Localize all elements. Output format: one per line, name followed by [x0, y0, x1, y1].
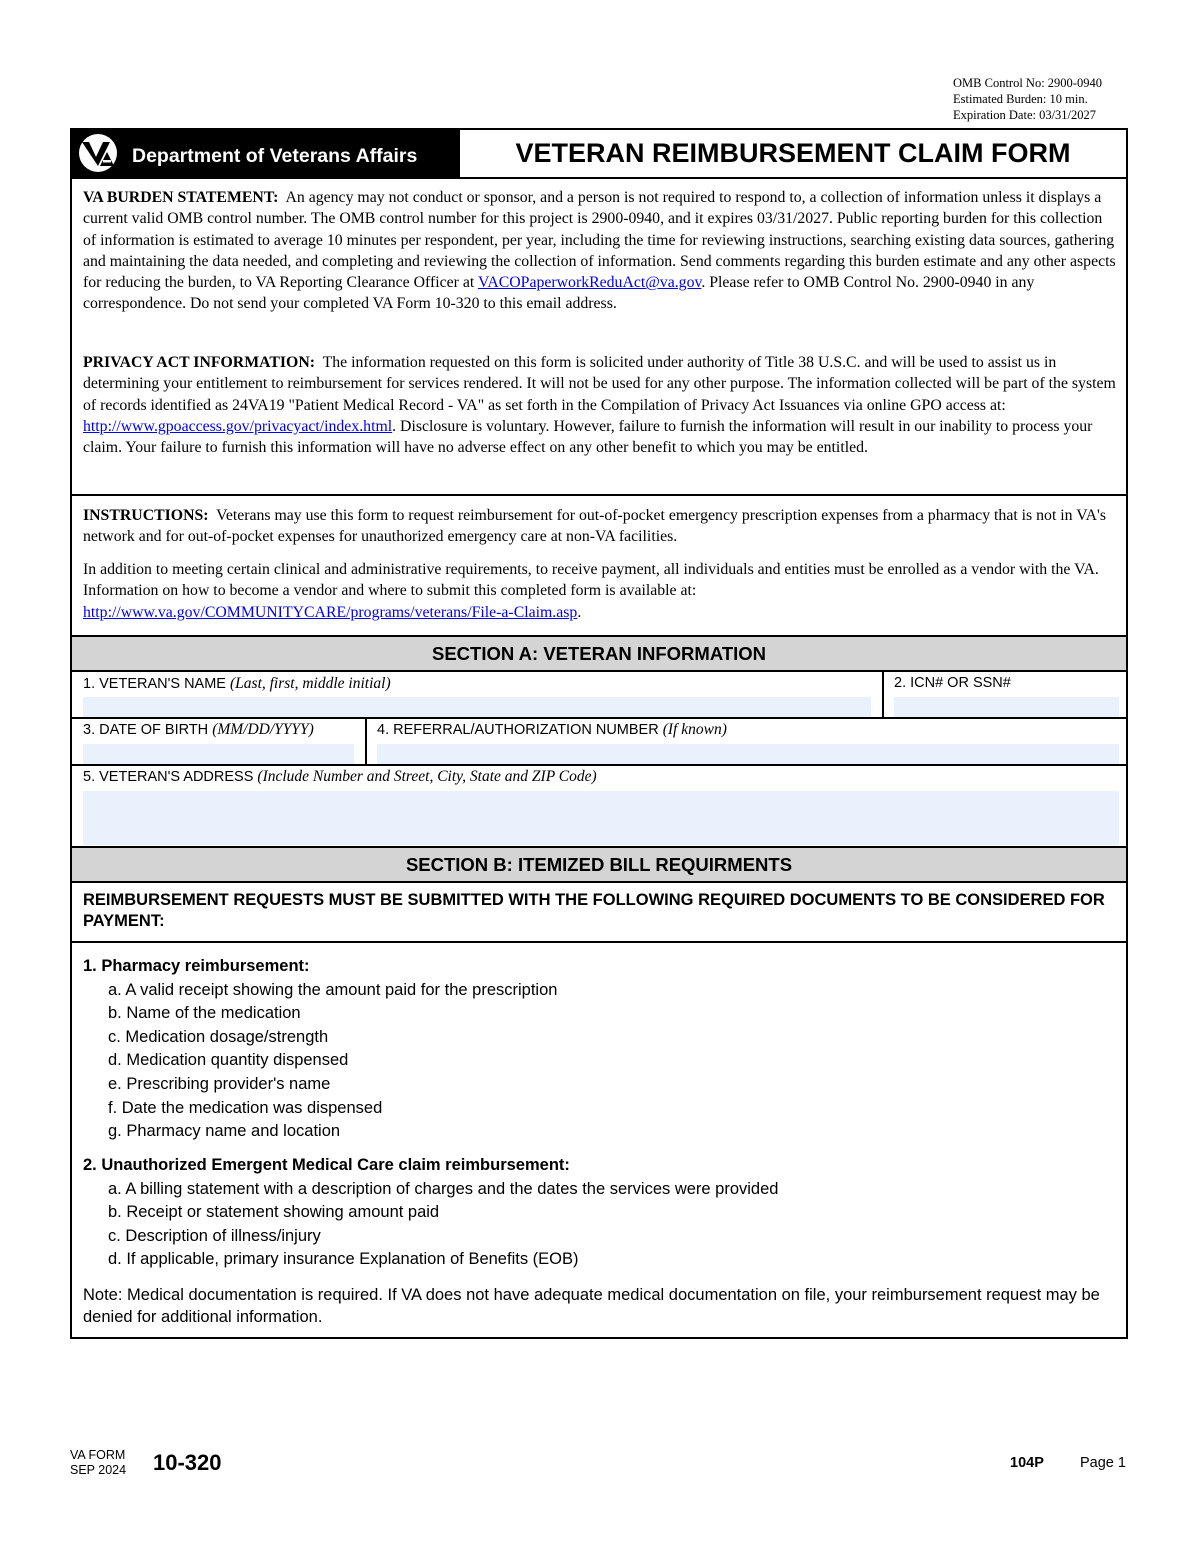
icn-ssn-label: 2. ICN# OR SSN# [894, 675, 1011, 691]
list-item: c. Description of illness/injury [108, 1226, 321, 1245]
section-b-header: SECTION B: ITEMIZED BILL REQUIRMENTS [72, 848, 1126, 881]
list-item: d. If applicable, primary insurance Explanation of Benefits (EOB) [108, 1250, 579, 1269]
referral-label-text: 4. REFERRAL/AUTHORIZATION NUMBER [377, 722, 663, 738]
veteran-name-label-text: 1. VETERAN'S NAME [83, 676, 230, 692]
estimated-burden: Estimated Burden: 10 min. [953, 92, 1088, 106]
veteran-name-label [83, 675, 391, 693]
list-item: g. Pharmacy name and location [108, 1122, 341, 1141]
divider [72, 881, 1126, 883]
va-logo [72, 130, 460, 177]
dob-label [83, 721, 314, 739]
list-item: a. A valid receipt showing the amount paid for the prescription [108, 980, 558, 999]
link-suffix: . [577, 603, 582, 621]
veteran-name-hint: (Last, first, middle initial) [230, 675, 391, 692]
pharmacy-heading: 1. Pharmacy reimbursement: [83, 957, 310, 975]
dob-hint: (MM/DD/YYYY) [212, 721, 314, 738]
veteran-name-input[interactable] [83, 697, 871, 717]
medical-heading: 2. Unauthorized Emergent Medical Care claim reimbursement: [83, 1156, 570, 1174]
instructions [83, 505, 1119, 548]
instructions-heading: INSTRUCTIONS: [83, 507, 209, 524]
dob-input[interactable] [83, 744, 354, 764]
medical-documentation-note: Note: Medical documentation is required. If VA does not have adequate medical documentation on file, your reimbursement request may be denied for additional information. [83, 1286, 1100, 1326]
va-seal-icon [74, 133, 122, 173]
icn-ssn-input[interactable] [894, 697, 1119, 717]
requirements-heading: REIMBURSEMENT REQUESTS MUST BE SUBMITTED WITH THE FOLLOWING REQUIRED DOCUMENTS TO BE CONSIDERED FOR PAYMENT: [83, 891, 1105, 930]
omb-control-number: OMB Control No: 2900-0940 [953, 76, 1102, 90]
list-item: a. A billing statement with a description of charges and the dates the services were provided [108, 1179, 779, 1198]
list-item: b. Receipt or statement showing amount paid [108, 1203, 440, 1222]
divider [72, 717, 1126, 719]
burden-text: An agency may not conduct or sponsor, and a person is not required to respond to, a collection of information unless it displays a current valid OMB control number. The OMB control number for this project is 2900-0940, and it expires 03/31/2027. Public reporting burden for this collection of information is estimated to average 10 minutes per respondent, per year, including the time for reviewing instructions, searching existing data sources, gathering and maintaining the data needed, and completing and reviewing the collection of information. Send comments regarding this burden estimate and any other aspects for reducing the burden, to VA Reporting Clearance Officer at [83, 189, 1116, 292]
file-a-claim-link[interactable]: http://www.va.gov/COMMUNITYCARE/programs/veterans/File-a-Claim.asp [83, 603, 578, 621]
list-item: c. Medication dosage/strength [108, 1027, 329, 1046]
burden-email-link[interactable]: VACOPaperworkReduAct@va.gov [477, 274, 702, 292]
list-item: f. Date the medication was dispensed [108, 1098, 383, 1117]
section-a-header: SECTION A: VETERAN INFORMATION [72, 637, 1126, 670]
vendor-info [83, 559, 1119, 623]
pharmacy-list [83, 955, 557, 1144]
medical-list [83, 1154, 778, 1272]
footer-code: 104P [1010, 1455, 1044, 1471]
footer-page-number: Page 1 [1080, 1455, 1126, 1471]
burden-heading: VA BURDEN STATEMENT: [83, 189, 279, 206]
expiration-date: Expiration Date: 03/31/2027 [953, 108, 1097, 122]
footer-form-label [70, 1448, 126, 1478]
gpo-access-link[interactable]: http://www.gpoaccess.gov/privacyact/index.html [83, 417, 393, 435]
referral-hint: (If known) [662, 721, 727, 738]
vendor-text: In addition to meeting certain clinical and administrative requirements, to receive payment, all individuals and entities must be enrolled as a vendor with the VA. Information on how to become a vendor and where to submit this completed form is available at: [83, 561, 1099, 600]
address-label-text: 5. VETERAN'S ADDRESS [83, 769, 258, 785]
address-hint: (Include Number and Street, City, State and ZIP Code) [257, 768, 597, 785]
burden-statement [83, 187, 1119, 315]
privacy-text: The information requested on this form is solicited under authority of Title 38 U.S.C. and will be used to assist us in determining your entitlement to reimbursement for services rendered. It will not be used for any other purpose. The information collected will be part of the system of records identified as 24VA19 "Patient Medical Record - VA" as set forth in the Compilation of Privacy Act Issuances via online GPO access at: [83, 354, 1116, 414]
instructions-text: Veterans may use this form to request reimbursement for out-of-pocket emergency prescription expenses from a pharmacy that is not in VA's network and for out-of-pocket expenses for unauthorized emergency care at non-VA facilities. [83, 507, 1107, 546]
omb-info [953, 75, 1102, 123]
referral-label [377, 721, 727, 739]
divider [72, 764, 1126, 766]
divider [365, 719, 367, 764]
divider [72, 494, 1126, 496]
footer-form-number: 10-320 [153, 1450, 222, 1475]
divider [72, 941, 1126, 943]
footer-date: SEP 2024 [70, 1463, 127, 1477]
dob-label-text: 3. DATE OF BIRTH [83, 722, 213, 738]
referral-input[interactable] [377, 744, 1119, 764]
claim-form [70, 128, 1128, 1339]
divider [72, 670, 1126, 672]
list-item: e. Prescribing provider's name [108, 1074, 331, 1093]
form-header [72, 130, 1126, 179]
privacy-text-end: . Disclosure is voluntary. However, failure to furnish the information will result in our inability to process your claim. Your failure to furnish this information will have no adverse effect on any other benefit to which you may be entitled. [83, 417, 1093, 457]
list-item: d. Medication quantity dispensed [108, 1051, 349, 1070]
department-name: Department of Veterans Affairs [132, 145, 418, 167]
divider [882, 671, 884, 717]
address-input[interactable] [83, 791, 1119, 845]
privacy-act [83, 352, 1119, 458]
form-title: VETERAN REIMBURSEMENT CLAIM FORM [515, 138, 1071, 168]
address-label [83, 768, 597, 786]
privacy-heading: PRIVACY ACT INFORMATION: [83, 354, 315, 371]
footer-va-form: VA FORM [70, 1448, 126, 1462]
burden-text-end: . Please refer to OMB Control No. 2900-0940 in any correspondence. Do not send your completed VA Form 10-320 to this email address. [83, 274, 1035, 313]
list-item: b. Name of the medication [108, 1004, 301, 1023]
